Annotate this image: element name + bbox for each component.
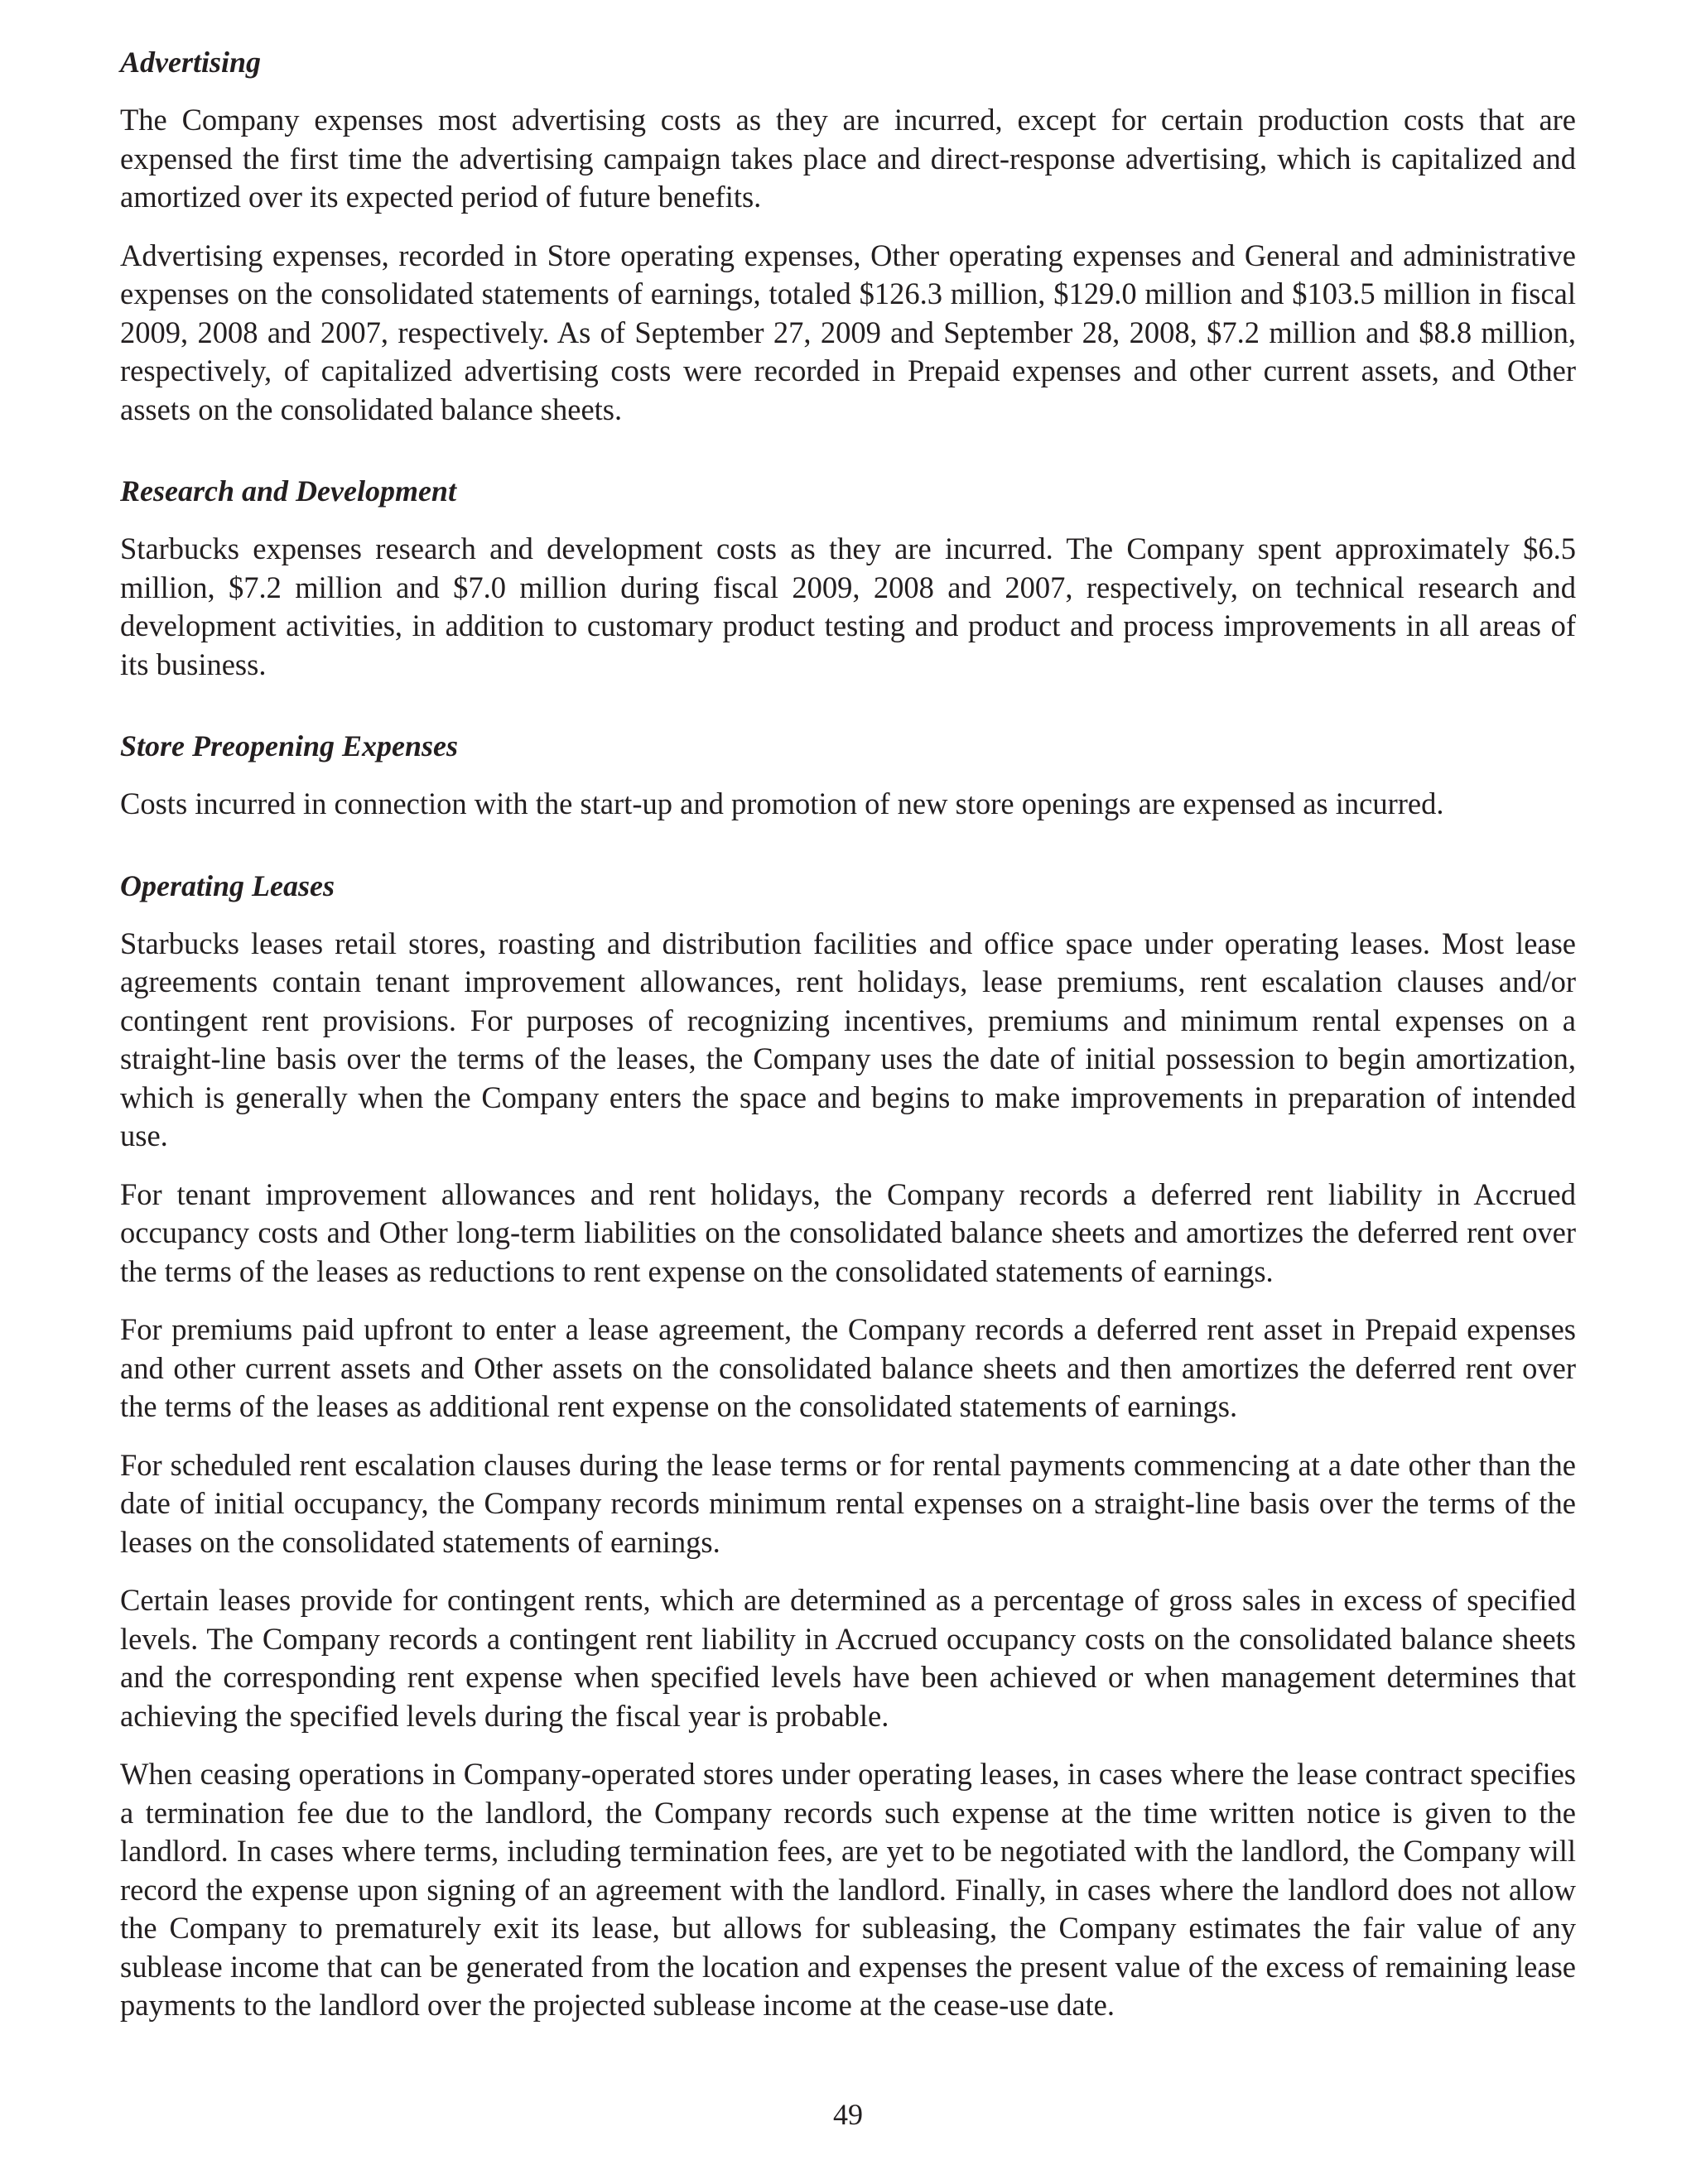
paragraph: When ceasing operations in Company-operated stores under operating leases, in cases where the lease contract specifies a termination fee due to the landlord, the Company records such expense at the time written notice is given to the landlord. In cases where terms, including termination fees, are yet to be negotiated with the landlord, the Company will record the expense upon signing of an agreement with the landlord. Finally, in cases where the landlord does not allow the Company to prematurely exit its lease, but allows for subleasing, the Company estimates the fair value of any sublease income that can be generated from the location and expenses the present value of the excess of remaining lease payments to the landlord over the projected sublease income at the cease-use date. xyxy=(120,1757,1576,2022)
section-research-and-development xyxy=(120,472,1576,684)
section-heading: Advertising xyxy=(120,46,262,79)
paragraph: Advertising expenses, recorded in Store operating expenses, Other operating expenses and General and administrative expenses on the consolidated statements of earnings, totaled $126.3 million, $129.0 million and $103.5 million in fiscal 2009, 2008 and 2007, respectively. As of September 27, 2009 and September 28, 2008, $7.2 million and $8.8 million, respectively, of capitalized advertising costs were recorded in Prepaid expenses and other current assets, and Other assets on the consolidated balance sheets. xyxy=(120,238,1576,426)
section-heading: Operating Leases xyxy=(120,868,335,902)
paragraph: For premiums paid upfront to enter a lease agreement, the Company records a deferred rent asset in Prepaid expenses and other current assets and Other assets on the consolidated balance sheets and then amortizes the deferred rent over the terms of the leases as additional rent expense on the consolidated statements of earnings. xyxy=(120,1312,1576,1423)
paragraph: For tenant improvement allowances and rent holidays, the Company records a deferred rent liability in Accrued occupancy costs and Other long-term liabilities on the consolidated balance sheets and amortizes the deferred rent over the terms of the leases as reductions to rent expense on the consolidated statements of earnings. xyxy=(120,1176,1576,1288)
section-heading: Research and Development xyxy=(120,474,456,508)
paragraph: The Company expenses most advertising costs as they are incurred, except for certain production costs that are expensed the first time the advertising campaign takes place and direct-response advertising, which is capitalized and amortized over its expected period of future benefits. xyxy=(120,103,1576,214)
section-operating-leases xyxy=(120,867,1576,2025)
paragraph: Starbucks expenses research and development costs as they are incurred. The Company spent approximately $6.5 million, $7.2 million and $7.0 million during fiscal 2009, 2008 and 2007, respectively, on technical research and development activities, in addition to customary product testing and product and process improvements in all areas of its business. xyxy=(120,532,1576,681)
paragraph: Certain leases provide for contingent rents, which are determined as a percentage of gross sales in excess of specified levels. The Company records a contingent rent liability in Accrued occupancy costs on the consolidated balance sheets and the corresponding rent expense when specified levels have been achieved or when management determines that achieving the specified levels during the fiscal year is probable. xyxy=(120,1583,1576,1733)
document-page xyxy=(120,43,1576,2045)
paragraph: Starbucks leases retail stores, roasting and distribution facilities and office space under operating leases. Most lease agreements contain tenant improvement allowances, rent holidays, lease premiums, rent escalation clauses and/or contingent rent provisions. For purposes of recognizing incentives, premiums and minimum rental expenses on a straight-line basis over the terms of the leases, the Company uses the date of initial possession to begin amortization, which is generally when the Company enters the space and begins to make improvements in preparation of intended use. xyxy=(120,926,1576,1152)
paragraph: Costs incurred in connection with the start-up and promotion of new store openings are expensed as incurred. xyxy=(120,787,1444,820)
section-heading: Store Preopening Expenses xyxy=(120,729,459,762)
section-advertising xyxy=(120,43,1576,429)
page-number: 49 xyxy=(833,2098,863,2131)
paragraph: For scheduled rent escalation clauses during the lease terms or for rental payments commencing at a date other than the date of initial occupancy, the Company records minimum rental expenses on a straight-line basis over the terms of the leases on the consolidated statements of earnings. xyxy=(120,1447,1576,1559)
section-store-preopening-expenses xyxy=(120,727,1576,824)
